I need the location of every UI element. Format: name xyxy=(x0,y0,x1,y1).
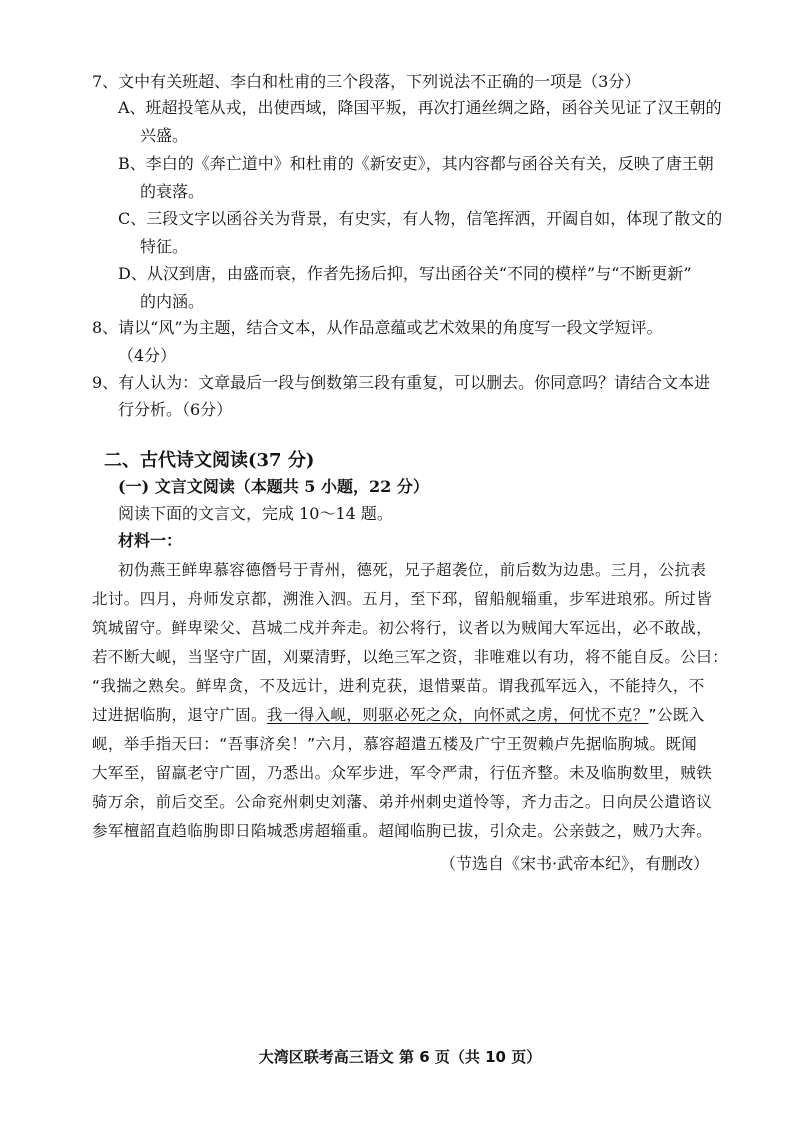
passage-line-5: “我揣之熟矣。鲜卑贪，不及远计，进利克获，退惜粟苗。谓我孤军远入，不能持久，不 xyxy=(92,677,705,695)
passage-line-4: 若不断大岘，当坚守广固，刈粟清野，以绝三军之资，非唯难以有功，将不能自反。公曰： xyxy=(92,648,729,666)
question-7-option-d-cont: 的内涵。 xyxy=(140,292,205,311)
question-7-option-a: A、班超投笔从戎，出使西域，降国平叛，再次打通丝绸之路，函谷关见证了汉王朝的 xyxy=(118,98,722,117)
question-7-option-b-cont: 的衰落。 xyxy=(140,182,205,201)
question-8-score: （4分） xyxy=(118,346,177,365)
question-7-option-c: C、三段文字以函谷关为背景，有史实，有人物，信笔挥洒，开阖自如，体现了散文的 xyxy=(118,209,723,228)
passage-line-6-end: ”公既入 xyxy=(648,706,705,724)
passage-line-7: 岘，举手指天曰：“吾事济矣！”六月，慕容超遣五楼及广宁王贺赖卢先据临朐城。既闻 xyxy=(92,735,698,753)
question-7-option-d: D、从汉到唐，由盛而衰，作者先扬后抑，写出函谷关“不同的模样”与“不断更新” xyxy=(118,264,692,283)
passage-line-1: 初伪燕王鲜卑慕容德僭号于青州，德死，兄子超袭位，前后数为边患。三月，公抗表 xyxy=(118,561,707,579)
material-label: 材料一： xyxy=(118,531,183,550)
question-7-option-a-cont: 兴盛。 xyxy=(140,126,189,145)
page-footer: 大湾区联考高三语文 第 6 页（共 10 页） xyxy=(258,1048,542,1066)
question-9-cont: 行分析。（6分） xyxy=(118,400,233,419)
passage-line-2: 北讨。四月，舟师发京都，溯淮入泗。五月，至下邳，留船舰辎重，步军进琅邪。所过皆 xyxy=(92,590,713,608)
subsection-title: (一) 文言文阅读（本题共 5 小题，22 分） xyxy=(118,477,429,496)
question-8: 8、请以“风”为主题，结合文本，从作品意蕴或艺术效果的角度写一段文学短评。 xyxy=(92,318,663,337)
underlined-sentence: 我一得入岘，则驱必死之众，向怀贰之虏，何忧不克？ xyxy=(266,706,649,724)
question-7-option-c-cont: 特征。 xyxy=(140,237,189,256)
passage-line-10: 参军檀韶直趋临朐即日陷城悉虏超辎重。超闻临朐已拔，引众走。公亲鼓之，贼乃大奔。 xyxy=(92,822,713,840)
passage-line-3: 筑城留守。鲜卑梁父、莒城二戍并奔走。初公将行，议者以为贼闻大军远出，必不敢战， xyxy=(92,619,713,637)
passage-line-6 xyxy=(92,705,705,725)
passage-line-6-start: 过进据临朐，退守广固。 xyxy=(92,706,267,724)
passage-line-9: 骑万余，前后交至。公命兖州刺史刘藩、弟并州刺史道怜等，齐力击之。日向昃公遣谘议 xyxy=(92,793,713,811)
reading-instruction: 阅读下面的文言文，完成 10～14 题。 xyxy=(118,504,393,523)
passage-source: （节选自《宋书·武帝本纪》，有删改） xyxy=(440,854,710,873)
question-9: 9、有人认为：文章最后一段与倒数第三段有重复，可以删去。你同意吗？请结合文本进 xyxy=(92,373,711,392)
question-7-stem: 7、文中有关班超、李白和杜甫的三个段落，下列说法不正确的一项是（3分） xyxy=(92,72,641,91)
passage-line-8: 大军至，留羸老守广固，乃悉出。众军步进，军令严肃，行伍齐整。未及临朐数里，贼铁 xyxy=(92,764,713,782)
section-title: 二、古代诗文阅读(37 分) xyxy=(104,450,315,471)
question-7-option-b: B、李白的《奔亡道中》和杜甫的《新安吏》，其内容都与函谷关有关，反映了唐王朝 xyxy=(118,154,714,173)
